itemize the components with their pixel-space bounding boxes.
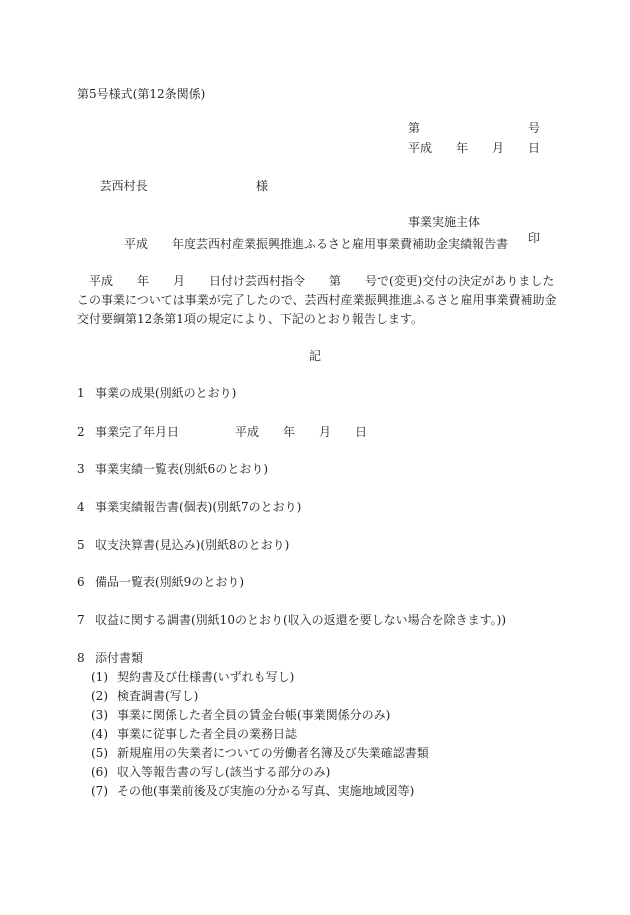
attachment-7: (7) その他(事業前後及び実施の分かる写真、実施地域図等) [91, 784, 415, 798]
attachment-5: (5) 新規雇用の失業者についての労働者名簿及び失業確認書類 [91, 746, 429, 760]
sender [408, 198, 540, 245]
addressee-name: 芸西村長 [99, 179, 148, 193]
attachment-2: (2) 検査調書(写し) [91, 689, 199, 703]
item-7: 7 収益に関する調書(別紙10のとおり(収入の返還を要しない場合を除きます。)) [77, 613, 507, 627]
item-2: 2 事業完了年月日 平成 年 月 日 [77, 425, 368, 439]
sender-label: 事業実施主体 [408, 215, 481, 229]
document-title: 平成 年度芸西村産業振興推進ふるさと雇用事業費補助金実績報告書 [124, 237, 509, 251]
form-number: 第5号様式(第12条関係) [77, 87, 206, 101]
item-3: 3 事業実績一覧表(別紙6のとおり) [77, 462, 268, 476]
issue-date-text: 平成 年 月 日 [408, 141, 541, 155]
doc-no-text: 第 号 [408, 121, 541, 135]
document-number [408, 104, 541, 135]
item-6: 6 備品一覧表(別紙9のとおり) [77, 575, 244, 589]
item-5: 5 収支決算書(見込み)(別紙8のとおり) [77, 538, 290, 552]
item-8: 8 添付書類 [77, 651, 144, 665]
attachment-3: (3) 事業に関係した者全員の賃金台帳(事業関係分のみ) [91, 708, 391, 722]
attachment-4: (4) 事業に従事した者全員の業務日誌 [91, 727, 298, 741]
addressee-honorific: 様 [256, 179, 269, 193]
seal-mark: 印 [527, 231, 540, 245]
ki-heading: 記 [308, 349, 321, 363]
item-1: 1 事業の成果(別紙のとおり) [77, 386, 237, 400]
completion-date: 平成 年 月 日 [235, 425, 368, 439]
item-4: 4 事業実績報告書(個表)(別紙7のとおり) [77, 500, 302, 514]
body-paragraph: 平成 年 月 日付け芸西村指令 第 号で(変更)交付の決定がありましたこの事業については事業が完了したので、芸西村産業振興推進ふるさと雇用事業費補助金交付要綱第12条第1項の規定により、下記のとおり報告します。 [77, 274, 557, 326]
issue-date [408, 124, 541, 155]
addressee [92, 162, 269, 194]
attachment-1: (1) 契約書及び仕様書(いずれも写し) [91, 670, 295, 684]
attachment-6: (6) 収入等報告書の写し(該当する部分のみ) [91, 765, 331, 779]
